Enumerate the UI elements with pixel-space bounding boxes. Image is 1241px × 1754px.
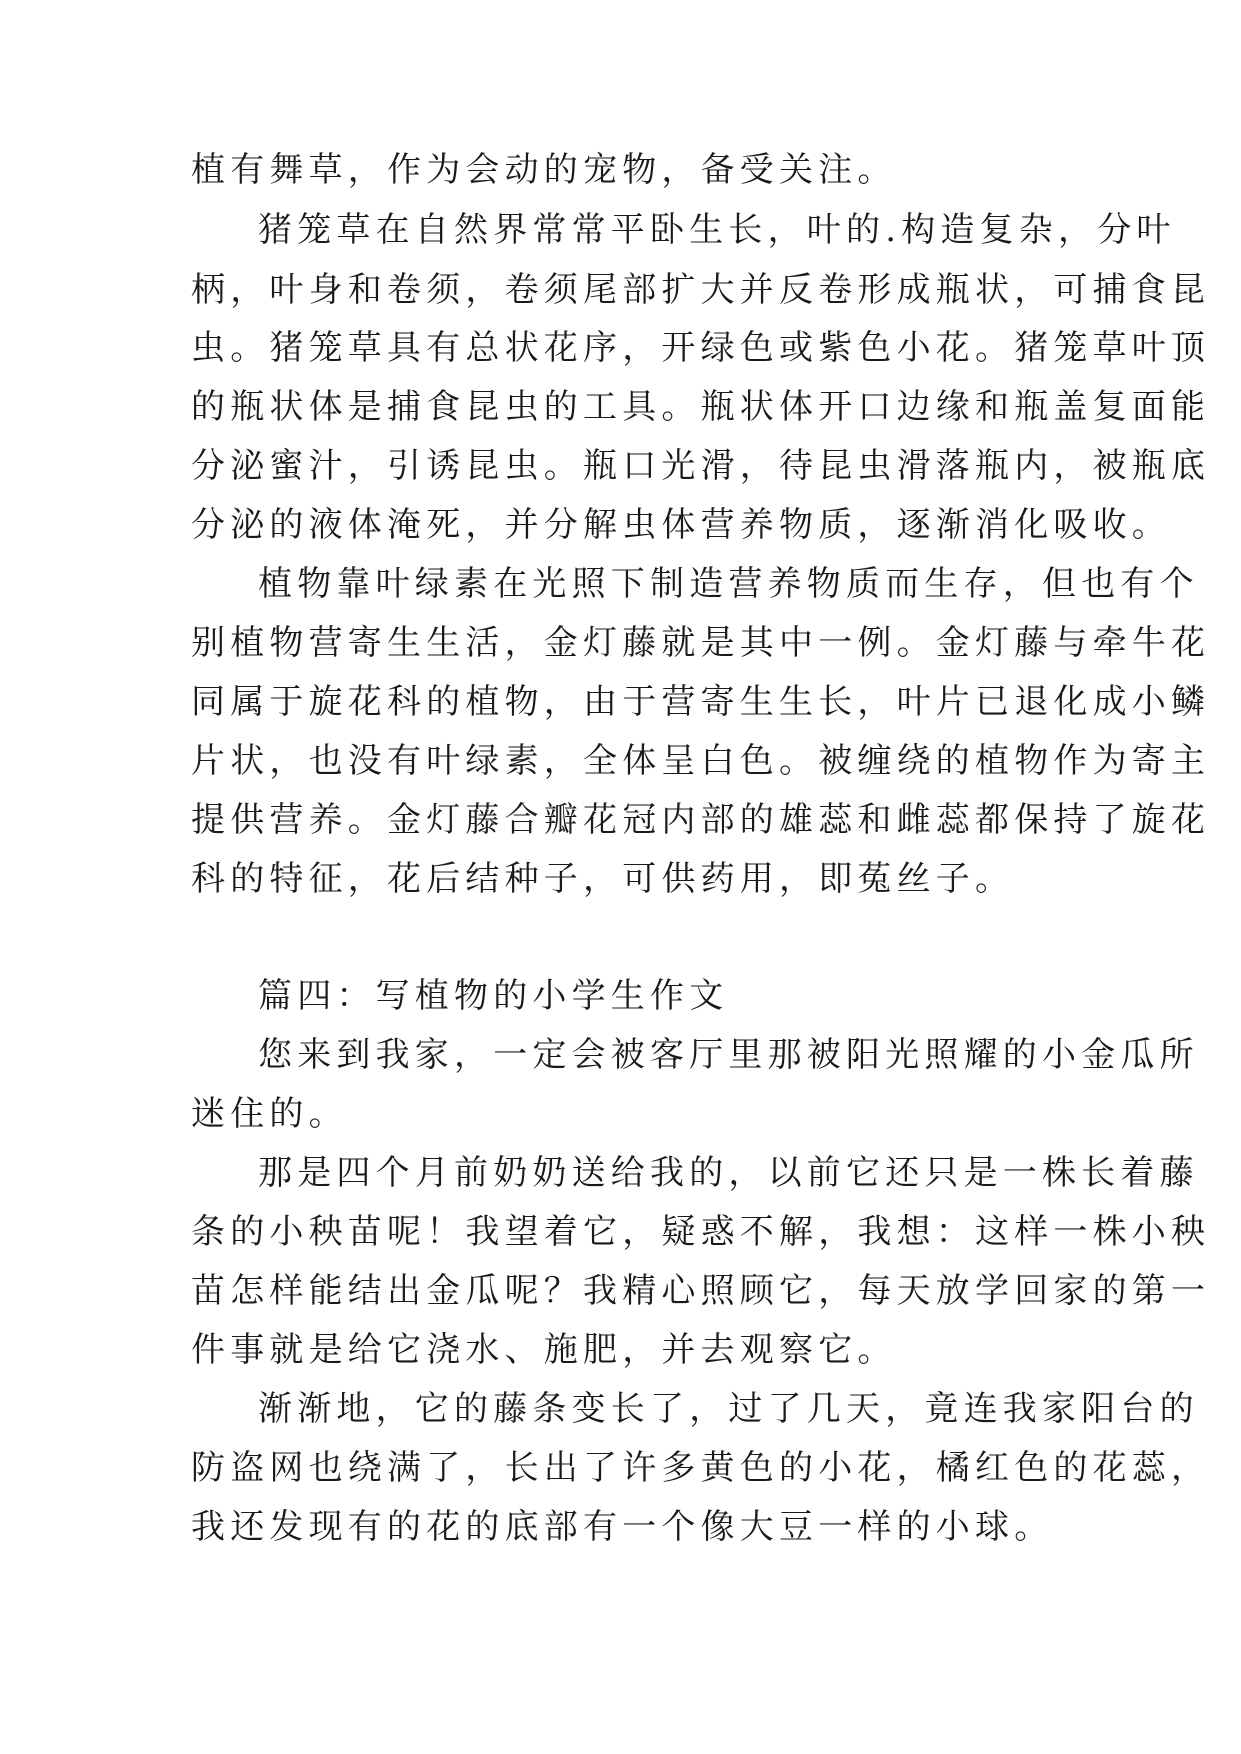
section-heading: 篇四：写植物的小学生作文 (258, 976, 729, 1016)
text-line: 件事就是给它浇水、施肥，并去观察它。 (191, 1330, 897, 1370)
text-line: 那是四个月前奶奶送给我的，以前它还只是一株长着藤 (258, 1153, 1199, 1193)
text-line: 分泌的液体淹死，并分解虫体营养物质，逐渐消化吸收。 (191, 505, 1171, 545)
text-line: 科的特征，花后结种子，可供药用，即菟丝子。 (191, 859, 1015, 899)
text-line: 苗怎样能结出金瓜呢？我精心照顾它，每天放学回家的第一 (191, 1271, 1211, 1311)
text-line: 别植物营寄生生活，金灯藤就是其中一例。金灯藤与牵牛花 (191, 623, 1211, 663)
text-line: 猪笼草在自然界常常平卧生长，叶的.构造复杂，分叶 (258, 210, 1176, 250)
text-line: 提供营养。金灯藤合瓣花冠内部的雄蕊和雌蕊都保持了旋花 (191, 800, 1211, 840)
text-line: 虫。猪笼草具有总状花序，开绿色或紫色小花。猪笼草叶顶 (191, 328, 1211, 368)
text-line: 同属于旋花科的植物，由于营寄生生长，叶片已退化成小鳞 (191, 682, 1211, 722)
text-line: 防盗网也绕满了，长出了许多黄色的小花，橘红色的花蕊， (191, 1448, 1211, 1488)
text-line: 植有舞草，作为会动的宠物，备受关注。 (191, 150, 897, 190)
text-line: 您来到我家，一定会被客厅里那被阳光照耀的小金瓜所 (258, 1035, 1199, 1075)
text-line: 渐渐地，它的藤条变长了，过了几天，竟连我家阳台的 (258, 1389, 1199, 1429)
text-line: 的瓶状体是捕食昆虫的工具。瓶状体开口边缘和瓶盖复面能 (191, 387, 1211, 427)
text-line: 柄，叶身和卷须，卷须尾部扩大并反卷形成瓶状，可捕食昆 (191, 270, 1211, 310)
text-line: 条的小秧苗呢！我望着它，疑惑不解，我想：这样一株小秧 (191, 1212, 1211, 1252)
text-line: 迷住的。 (191, 1094, 348, 1134)
text-line: 植物靠叶绿素在光照下制造营养物质而生存，但也有个 (258, 564, 1199, 604)
text-line: 片状，也没有叶绿素，全体呈白色。被缠绕的植物作为寄主 (191, 741, 1211, 781)
text-line: 分泌蜜汁，引诱昆虫。瓶口光滑，待昆虫滑落瓶内，被瓶底 (191, 446, 1211, 486)
text-line: 我还发现有的花的底部有一个像大豆一样的小球。 (191, 1507, 1054, 1547)
